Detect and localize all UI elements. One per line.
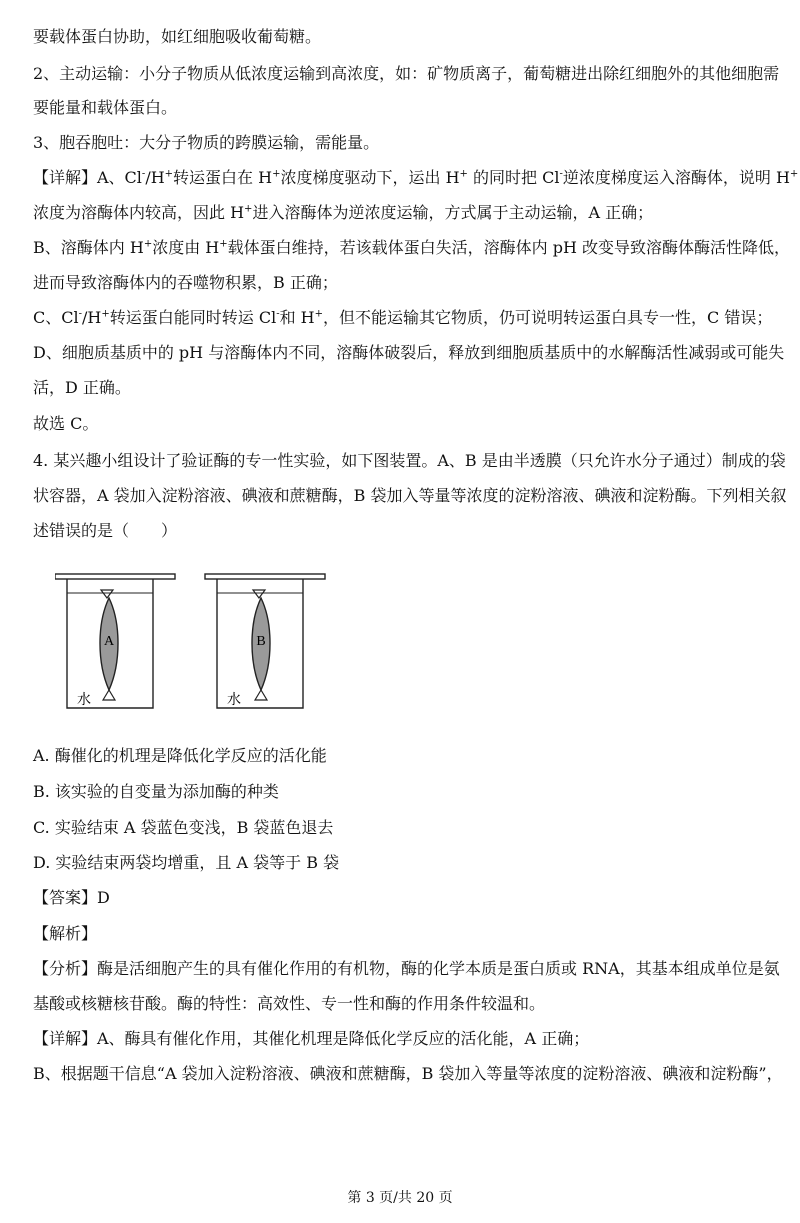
text-segment: 浓度为溶酶体内较高，因此 H <box>33 203 245 222</box>
superscript-plus: + <box>164 168 174 180</box>
question-4-line: 述错误的是（ ） <box>33 521 178 540</box>
text-segment: ，但不能运输其它物质，仍可说明转运蛋白具专一性，C 错误； <box>323 308 773 327</box>
text-segment: 和 H <box>279 308 315 327</box>
superscript-plus: + <box>459 168 468 180</box>
text-segment: 逆浓度梯度运入溶酶体，说明 H <box>562 168 790 187</box>
text-line: D、细胞质基质中的 pH 与溶酶体内不同，溶酶体破裂后，释放到细胞质基质中的水解酶活性减弱或可能失 <box>33 343 785 362</box>
text-segment: 浓度梯度驱动下，运出 H <box>280 168 460 187</box>
text-segment: /H <box>145 168 165 187</box>
superscript-plus: + <box>789 168 799 180</box>
bag-a-label: A <box>103 634 115 649</box>
text-line <box>33 308 773 328</box>
answer-line: 【答案】D <box>33 888 110 907</box>
text-line: B、根据题干信息“A 袋加入淀粉溶液、碘液和蔗糖酶，B 袋加入等量等浓度的淀粉溶液、碘液和淀粉酶”， <box>33 1064 783 1083</box>
superscript-minus: - <box>78 308 82 320</box>
text-line <box>33 203 764 223</box>
text-segment: B、溶酶体内 H <box>33 238 144 257</box>
text-segment: 转运蛋白在 H <box>173 168 273 187</box>
text-segment: /H <box>82 308 102 327</box>
superscript-minus: - <box>559 168 563 180</box>
text-line <box>33 238 791 258</box>
text-line: 活，D 正确。 <box>33 378 131 397</box>
bag-b-label: B <box>256 634 266 649</box>
text-segment: 【详解】A、Cl <box>33 168 142 187</box>
superscript-plus: + <box>101 308 110 320</box>
option-a: A. 酶催化的机理是降低化学反应的活化能 <box>33 746 327 765</box>
text-segment: C、Cl <box>33 308 79 327</box>
question-4-line: 4. 某兴趣小组设计了验证酶的专一性实验，如下图装置。A、B 是由半透膜（只允许水分子通过）制成的袋 <box>33 451 786 470</box>
text-line: 进而导致溶酶体内的吞噬物积累，B 正确； <box>33 273 338 292</box>
text-line: 要载体蛋白协助，如红细胞吸收葡萄糖。 <box>33 27 322 46</box>
beaker-b <box>205 574 325 708</box>
text-line: 基酸或核糖核苷酸。酶的特性：高效性、专一性和酶的作用条件较温和。 <box>33 994 546 1013</box>
water-label: 水 <box>227 692 241 708</box>
superscript-plus: + <box>143 238 153 250</box>
superscript-plus: + <box>244 203 253 215</box>
text-segment: 转运蛋白能同时转运 Cl <box>109 308 277 327</box>
superscript-plus: + <box>314 308 324 320</box>
text-segment: 浓度由 H <box>152 238 220 257</box>
text-segment: 的同时把 Cl <box>467 168 560 187</box>
question-4-line: 状容器，A 袋加入淀粉溶液、碘液和蔗糖酶，B 袋加入等量等浓度的淀粉溶液、碘液和淀粉酶。下列相关叙 <box>33 486 787 505</box>
text-line: 3、胞吞胞吐：大分子物质的跨膜运输，需能量。 <box>33 133 380 152</box>
beaker-a <box>55 574 175 708</box>
option-d: D. 实验结束两袋均增重，且 A 袋等于 B 袋 <box>33 853 340 872</box>
superscript-minus: - <box>276 308 280 320</box>
option-c: C. 实验结束 A 袋蓝色变浅，B 袋蓝色退去 <box>33 818 334 837</box>
water-label: 水 <box>77 692 91 708</box>
text-line: 【详解】A、酶具有催化作用，其催化机理是降低化学反应的活化能，A 正确； <box>33 1029 590 1048</box>
superscript-minus: - <box>141 168 146 180</box>
option-b: B. 该实验的自变量为添加酶的种类 <box>33 782 279 801</box>
superscript-plus: + <box>272 168 281 180</box>
text-line-detail-a <box>33 168 799 188</box>
text-segment: 载体蛋白维持，若该载体蛋白失活，溶酶体内 pH 改变导致溶酶体酶活性降低， <box>227 238 791 257</box>
text-line: 【分析】酶是活细胞产生的具有催化作用的有机物，酶的化学本质是蛋白质或 RNA，其基本组成单位是氨 <box>33 959 780 978</box>
superscript-plus: + <box>219 238 228 250</box>
experiment-apparatus-figure <box>55 568 335 718</box>
text-line: 2、主动运输：小分子物质从低浓度运输到高浓度，如：矿物质离子，葡萄糖进出除红细胞外的其他细胞需 <box>33 64 780 83</box>
analysis-heading: 【解析】 <box>33 924 98 943</box>
text-line: 故选 C。 <box>33 414 99 433</box>
page-footer: 第 3 页/共 20 页 <box>347 1190 453 1206</box>
text-segment: 进入溶酶体为逆浓度运输，方式属于主动运输，A 正确； <box>252 203 654 222</box>
text-line: 要能量和载体蛋白。 <box>33 98 178 117</box>
